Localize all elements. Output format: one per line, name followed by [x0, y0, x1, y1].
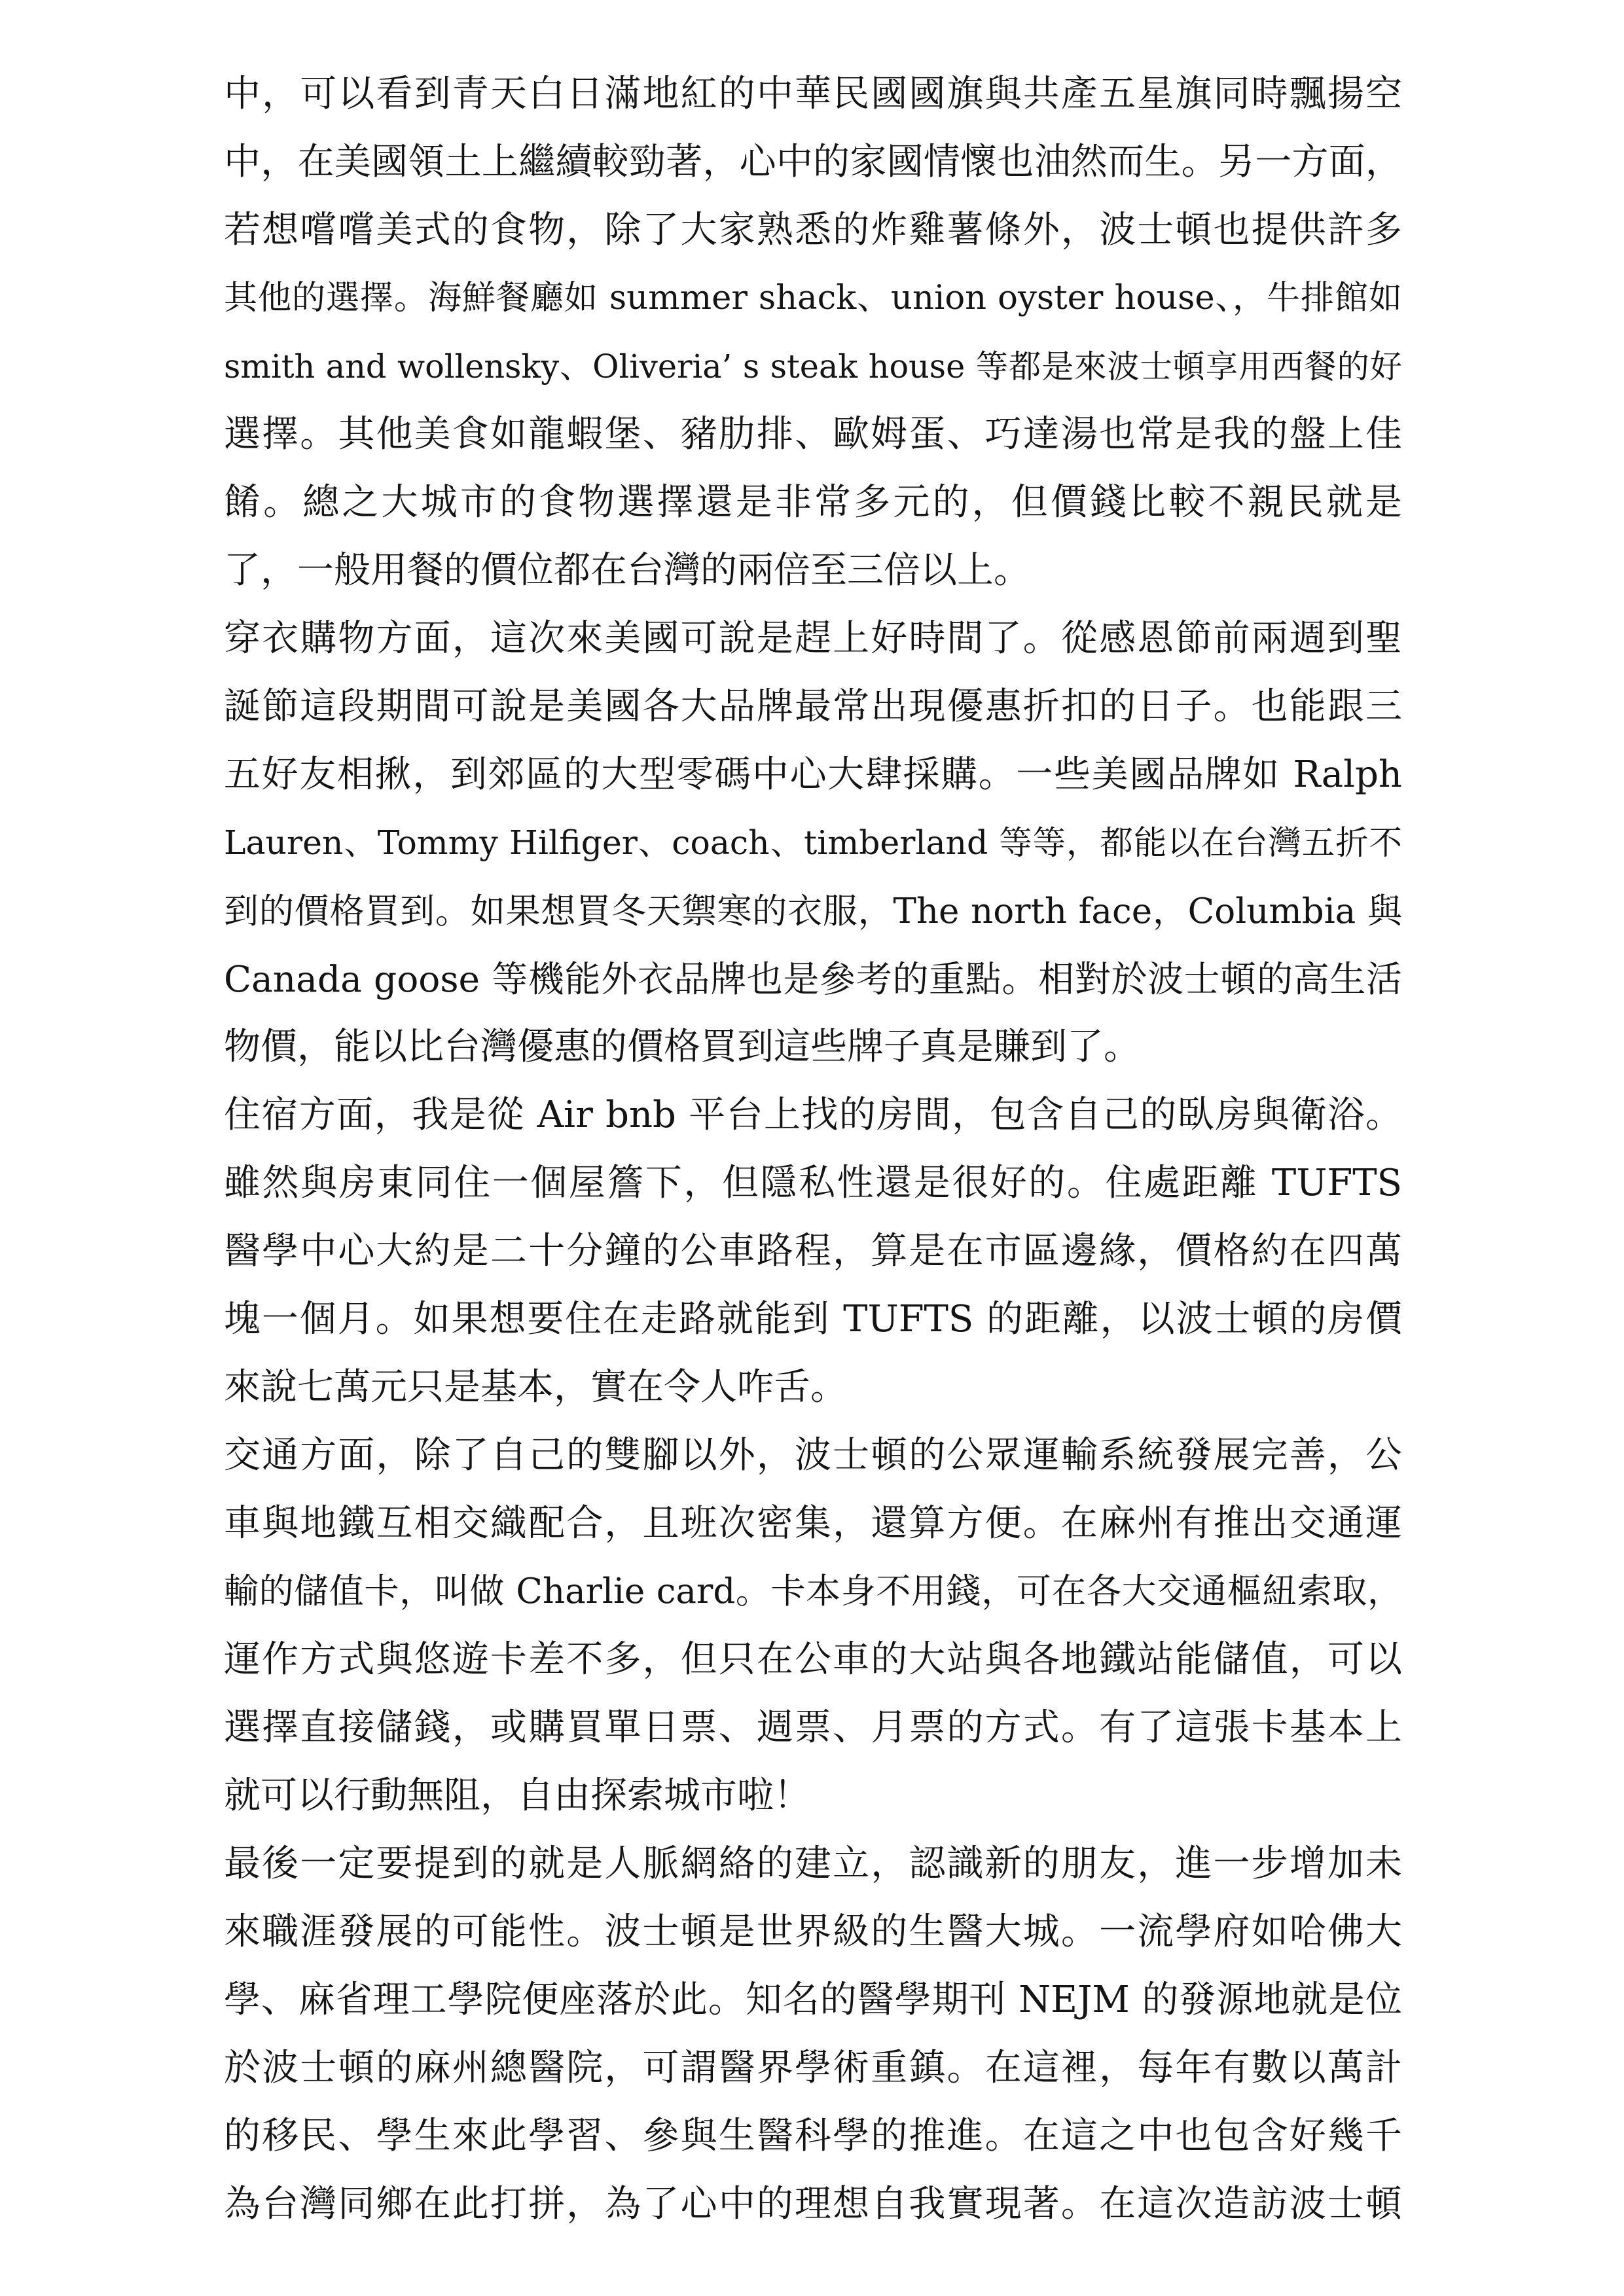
text-line: 輸的儲值卡，叫做 Charlie card。卡本身不用錢，可在各大交通樞紐索取，: [224, 1571, 1402, 1611]
text-line: 就可以行動無阻，自由探索城市啦！: [224, 1774, 810, 1817]
text-line: 誕節這段期間可說是美國各大品牌最常出現優惠折扣的日子。也能跟三: [224, 685, 1402, 728]
text-line: 塊一個月。如果想要住在走路就能到 TUFTS 的距離，以波士頓的房價: [224, 1298, 1402, 1340]
text-line: 穿衣購物方面，這次來美國可說是趕上好時間了。從感恩節前兩週到聖: [224, 617, 1402, 660]
text-line: 選擇直接儲錢，或購買單日票、週票、月票的方式。有了這張卡基本上: [224, 1706, 1402, 1749]
text-line: 雖然與房東同住一個屋簷下，但隱私性還是很好的。住處距離 TUFTS: [224, 1162, 1402, 1204]
text-line: 學、麻省理工學院便座落於此。知名的醫學期刊 NEJM 的發源地就是位: [224, 1979, 1402, 2021]
text-line: Lauren、Tommy Hilfiger、coach、timberland 等等，都能以在台灣五折不: [224, 823, 1402, 862]
text-line: 來職涯發展的可能性。波士頓是世界級的生醫大城。一流學府如哈佛大: [224, 1910, 1402, 1953]
text-line: 中，在美國領土上繼續較勁著，心中的家國情懷也油然而生。另一方面，: [224, 141, 1402, 183]
text-line: 了，一般用餐的價位都在台灣的兩倍至三倍以上。: [224, 549, 1030, 592]
text-line: 最後一定要提到的就是人脈網絡的建立，認識新的朋友，進一步增加未: [224, 1842, 1402, 1885]
text-line: 來說七萬元只是基本，實在令人咋舌。: [224, 1366, 847, 1408]
text-line: 五好友相揪，到郊區的大型零碼中心大肆採購。一些美國品牌如 Ralph: [224, 753, 1402, 796]
text-line: 醫學中心大約是二十分鐘的公車路程，算是在市區邊緣，價格約在四萬: [224, 1230, 1402, 1272]
text-line: 中，可以看到青天白日滿地紅的中華民國國旗與共產五星旗同時飄揚空: [224, 73, 1402, 115]
text-line: 到的價格買到。如果想買冬天禦寒的衣服，The north face，Columbia 與: [224, 891, 1402, 931]
text-line: 選擇。其他美食如龍蝦堡、豬肋排、歐姆蛋、巧達湯也常是我的盤上佳: [224, 413, 1402, 456]
text-line: 於波士頓的麻州總醫院，可謂醫界學術重鎮。在這裡，每年有數以萬計: [224, 2047, 1402, 2089]
body-text: [224, 60, 1402, 2238]
text-line: 若想嚐嚐美式的食物，除了大家熟悉的炸雞薯條外，波士頓也提供許多: [224, 209, 1402, 251]
text-line: 車與地鐵互相交織配合，且班次密集，還算方便。在麻州有推出交通運: [224, 1502, 1402, 1545]
text-line: 的移民、學生來此學習、參與生醫科學的推進。在這之中也包含好幾千: [224, 2115, 1402, 2157]
text-line: 為台灣同鄉在此打拼，為了心中的理想自我實現著。在這次造訪波士頓: [224, 2183, 1402, 2225]
text-line: 住宿方面，我是從 Air bnb 平台上找的房間，包含自己的臥房與衛浴。: [224, 1094, 1402, 1136]
text-line: 餚。總之大城市的食物選擇還是非常多元的，但價錢比較不親民就是: [224, 481, 1402, 524]
text-line: 其他的選擇。海鮮餐廳如 summer shack、union oyster house、，牛排館如: [224, 279, 1402, 317]
text-line: 運作方式與悠遊卡差不多，但只在公車的大站與各地鐵站能儲值，可以: [224, 1638, 1402, 1681]
text-line: 交通方面，除了自己的雙腳以外，波士頓的公眾運輸系統發展完善，公: [224, 1434, 1402, 1477]
text-line: Canada goose 等機能外衣品牌也是參考的重點。相對於波士頓的高生活: [224, 958, 1402, 1000]
text-line: smith and wollensky、Oliveria’ s steak house 等都是來波士頓享用西餐的好: [224, 348, 1402, 386]
text-line: 物價，能以比台灣優惠的價格買到這些牌子真是賺到了。: [224, 1026, 1140, 1068]
